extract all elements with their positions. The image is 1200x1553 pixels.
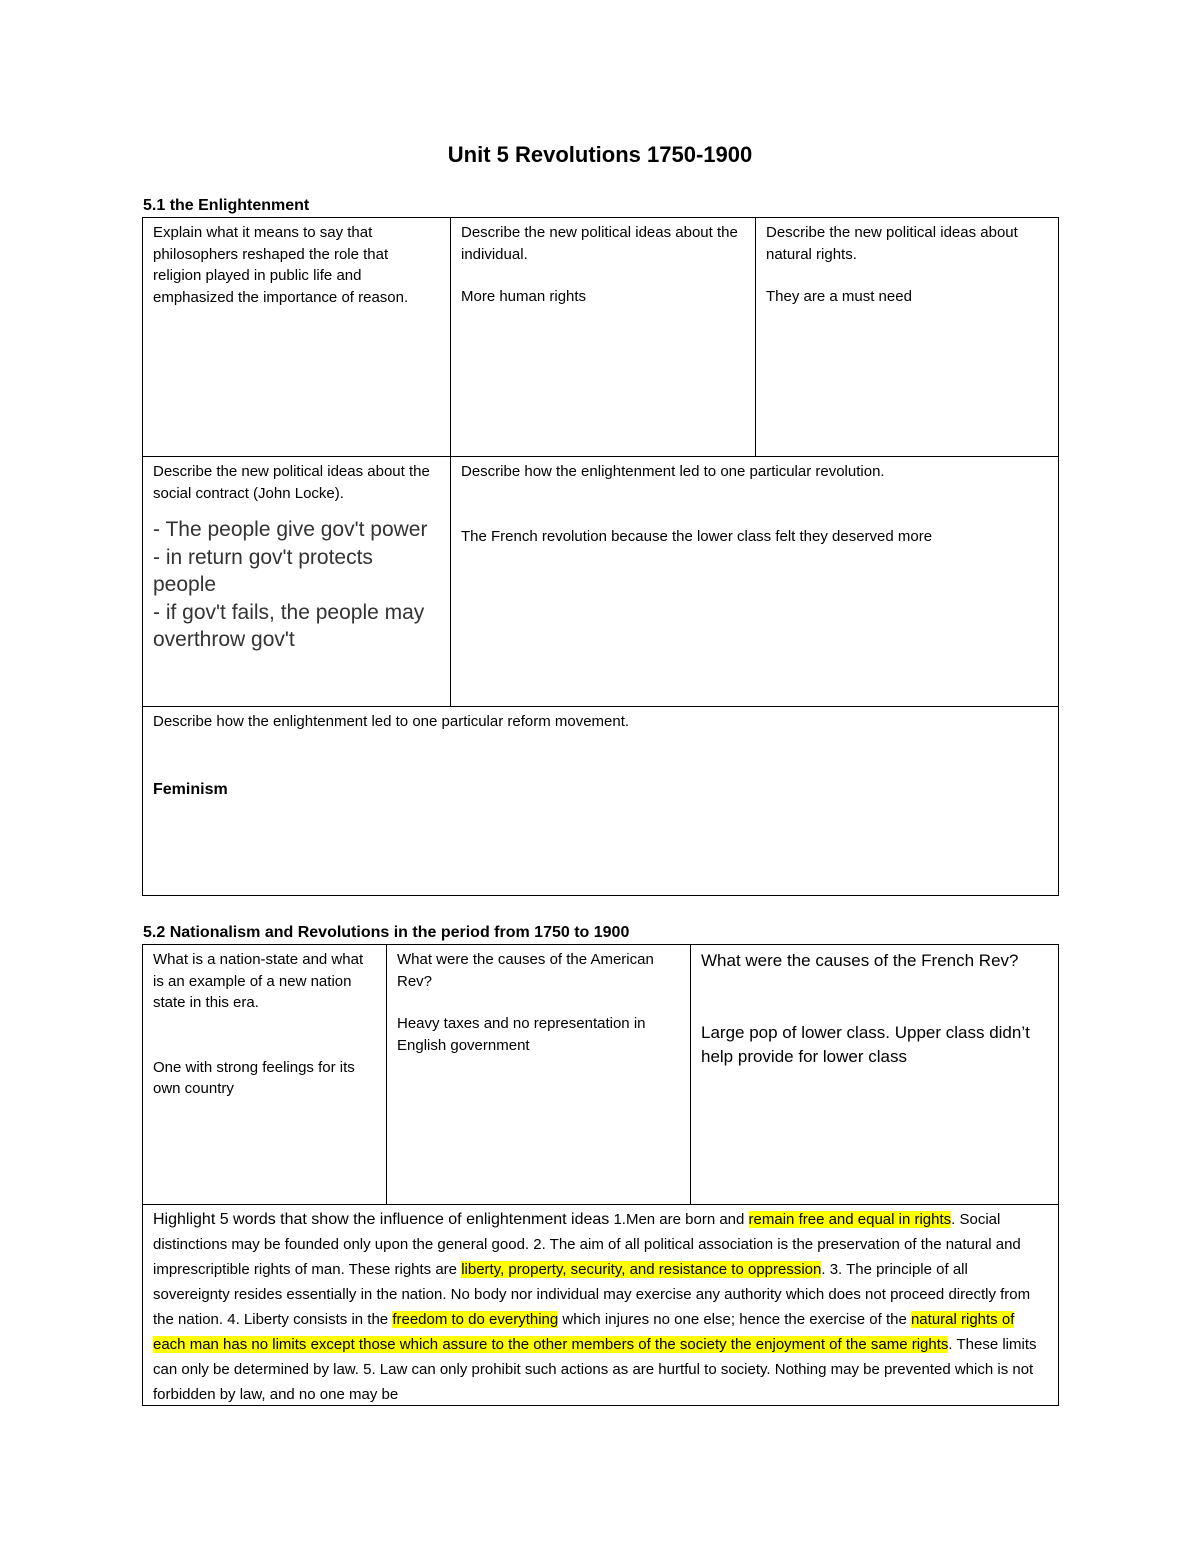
highlighted-phrase: natural rights of each man has no limits except those which assure to the other members of the society the enjoyment of the same rights [153,1311,1015,1353]
individual-prompt: Describe the new political ideas about the individual. [461,224,738,263]
highlight-instruction: Highlight 5 words that show the influence of enlightenment ideas [153,1211,610,1228]
cell-american-rev [387,945,690,1204]
cell-natural-rights [756,218,1058,456]
cell-social-contract [143,457,450,706]
american-rev-answer: Heavy taxes and no representation in English government [397,1015,646,1054]
social-contract-prompt: Describe the new political ideas about the social contract (John Locke). [153,463,430,502]
declaration-segment: . These limits can only be determined by law. 5. Law can only prohibit such actions as are hurtful to society. Nothing may be prevented which is not forbidden by law, and no one may be [153,1336,1037,1403]
french-rev-prompt: What were the causes of the French Rev? [701,951,1019,970]
cell-highlight-paragraph [143,1205,1058,1405]
cell-nation-state [143,945,386,1204]
social-contract-line-3: - if gov't fails, the people may overthrow gov't [153,600,425,651]
highlighted-phrase: freedom to do everything [392,1311,559,1328]
highlighted-phrase: remain free and equal in rights [748,1211,952,1228]
revolution-answer: The French revolution because the lower class felt they deserved more [461,527,933,545]
french-rev-answer: Large pop of lower class. Upper class didn’t help provide for lower class [701,1023,1030,1066]
declaration-segment: which injures no one else; hence the exercise of the [558,1311,911,1328]
nation-state-answer: One with strong feelings for its own country [153,1058,355,1097]
cell-individual [451,218,755,456]
social-contract-line-1: - The people give gov't power [153,518,428,541]
revolution-prompt: Describe how the enlightenment led to one particular revolution. [461,463,885,480]
natural-rights-answer: They are a must need [766,288,912,305]
cell-revolution [451,457,1058,706]
declaration-text [153,1211,1037,1403]
reform-prompt: Describe how the enlightenment led to one particular reform movement. [153,713,630,730]
nation-state-prompt: What is a nation-state and what is an example of a new nation state in this era. [153,951,364,1011]
reform-answer: Feminism [153,780,228,798]
page-title: Unit 5 Revolutions 1750-1900 [447,142,753,167]
social-contract-line-2: - in return gov't protects people [153,545,373,596]
reason-prompt: Explain what it means to say that philosophers reshaped the role that religion played in public life and emphasized the importance of reason. [153,224,409,306]
declaration-segment: . 3. The principle of all sovereignty resides essentially in the nation. No body nor individual may exercise any authority which does not proceed directly from the nation. 4. Liberty consists in the [153,1261,1031,1328]
american-rev-prompt: What were the causes of the American Rev? [397,951,654,990]
cell-reason [143,218,450,456]
cell-reform [143,707,1058,895]
declaration-segment: 1.Men are born and [609,1211,749,1228]
individual-answer: More human rights [461,288,587,305]
declaration-segment: . Social distinctions may be founded only upon the general good. 2. The aim of all political association is the preservation of the natural and imprescriptible rights of man. These rights are [153,1211,1021,1278]
cell-french-rev [691,945,1058,1204]
natural-rights-prompt: Describe the new political ideas about natural rights. [766,224,1018,263]
section-2-heading: 5.2 Nationalism and Revolutions in the period from 1750 to 1900 [143,924,630,941]
highlighted-phrase: liberty, property, security, and resistance to oppression [461,1261,822,1278]
section-1-heading: 5.1 the Enlightenment [143,197,310,214]
